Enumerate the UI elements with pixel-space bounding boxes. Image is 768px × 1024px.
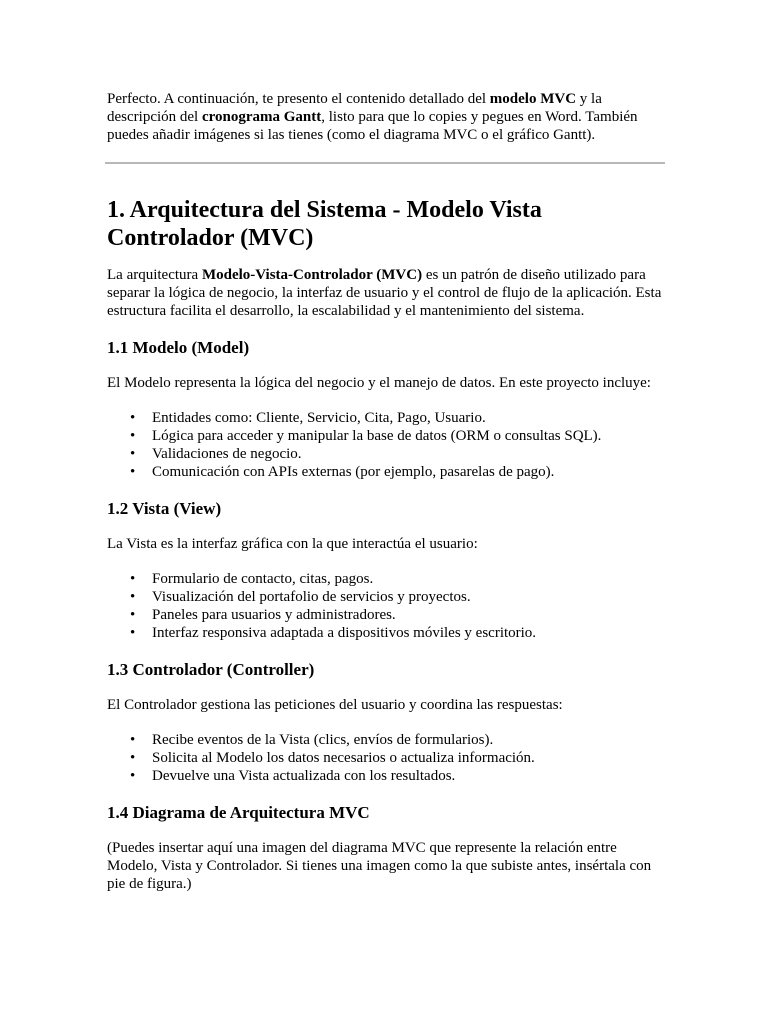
list-item: • Devuelve una Vista actualizada con los resultados. xyxy=(152,767,663,785)
list-item: • Comunicación con APIs externas (por ejemplo, pasarelas de pago). xyxy=(152,463,663,481)
list-item: • Validaciones de negocio. xyxy=(152,445,663,463)
model-list xyxy=(107,409,663,481)
list-item: • Visualización del portafolio de servicios y proyectos. xyxy=(152,588,663,606)
intro-text-2: y la descripción del xyxy=(107,91,602,125)
model-paragraph: El Modelo representa la lógica del negocio y el manejo de datos. En este proyecto incluye: xyxy=(107,375,651,391)
section-title: 1. Arquitectura del Sistema - Modelo Vista Controlador (MVC) xyxy=(107,197,542,251)
intro-bold-gantt: cronograma Gantt xyxy=(201,109,322,125)
controller-heading: 1.3 Controlador (Controller) xyxy=(107,660,315,679)
model-heading: 1.1 Modelo (Model) xyxy=(107,338,250,357)
diagram-heading: 1.4 Diagrama de Arquitectura MVC xyxy=(107,803,370,822)
section-intro-paragraph xyxy=(107,266,663,320)
list-item: • Interfaz responsiva adaptada a dispositivos móviles y escritorio. xyxy=(152,624,663,642)
diagram-paragraph: (Puedes insertar aquí una imagen del diagrama MVC que represente la relación entre Modelo, Vista y Controlador. Si tienes una imagen como la que subiste antes, insértala con pie de figura.) xyxy=(107,840,652,892)
horizontal-divider xyxy=(105,162,665,164)
list-item: • Entidades como: Cliente, Servicio, Cita, Pago, Usuario. xyxy=(152,409,663,427)
intro-text-3: , listo para que lo copies y pegues en Word. También puedes añadir imágenes si las tienes (como el diagrama MVC o el gráfico Gantt). xyxy=(107,109,638,143)
document-page xyxy=(107,90,663,893)
view-list xyxy=(107,570,663,642)
view-paragraph: La Vista es la interfaz gráfica con la que interactúa el usuario: xyxy=(107,536,478,552)
view-heading: 1.2 Vista (View) xyxy=(107,499,222,518)
section-intro-text-1: La arquitectura xyxy=(107,267,202,283)
section-intro-text-2: es un patrón de diseño utilizado para separar la lógica de negocio, la interfaz de usuario y el control de flujo de la aplicación. Esta estructura facilita el desarrollo, la escalabilidad y el mantenimiento del sistema. xyxy=(107,267,662,319)
list-item: • Recibe eventos de la Vista (clics, envíos de formularios). xyxy=(152,731,663,749)
controller-list xyxy=(107,731,663,785)
controller-paragraph: El Controlador gestiona las peticiones del usuario y coordina las respuestas: xyxy=(107,697,563,713)
intro-text-1: Perfecto. A continuación, te presento el contenido detallado del xyxy=(107,91,490,107)
intro-bold-mvc: modelo MVC xyxy=(489,91,577,107)
list-item: • Formulario de contacto, citas, pagos. xyxy=(152,570,663,588)
section-intro-bold: Modelo-Vista-Controlador (MVC) xyxy=(201,267,423,283)
list-item: • Lógica para acceder y manipular la base de datos (ORM o consultas SQL). xyxy=(152,427,663,445)
list-item: • Solicita al Modelo los datos necesarios o actualiza información. xyxy=(152,749,663,767)
intro-paragraph xyxy=(107,90,663,144)
list-item: • Paneles para usuarios y administradores. xyxy=(152,606,663,624)
